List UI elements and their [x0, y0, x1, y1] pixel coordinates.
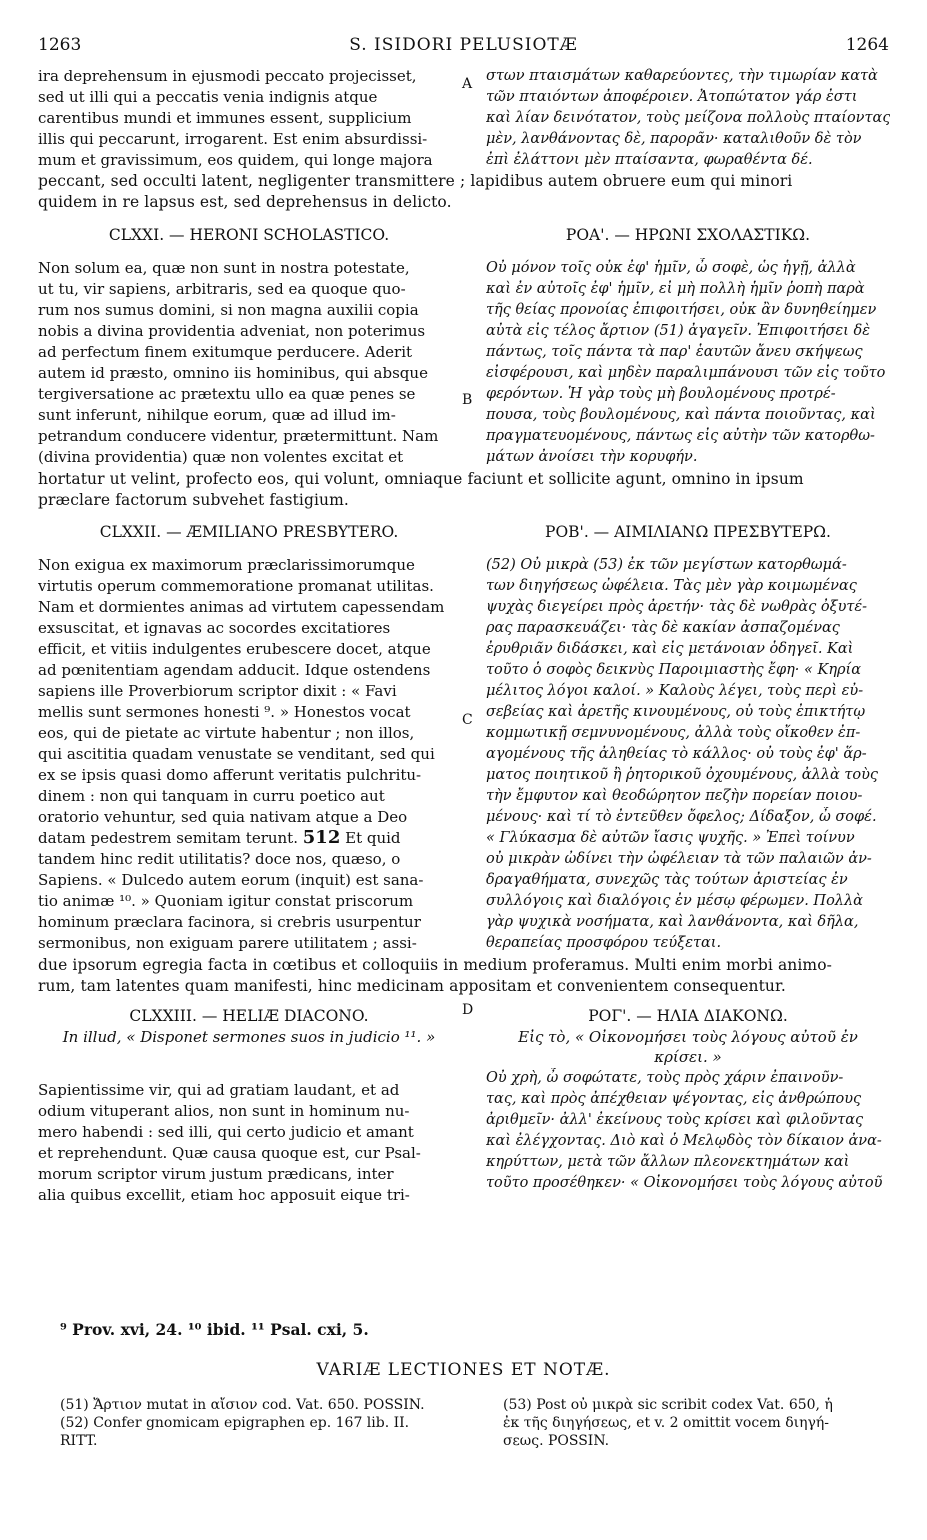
text-line: eos, qui de pietate ac virtute habentur ; non illos, — [38, 724, 415, 742]
text-line: Οὐ μόνον τοῖς οὐκ ἐφ' ἡμῖν, ὦ σοφὲ, ὡς ἡγῇ, ἀλλὰ — [486, 260, 856, 276]
margin-marker-c: C — [462, 712, 473, 728]
text-line: ad pœnitentiam agendam adducit. Idque ostendens — [38, 661, 431, 679]
text-line: ἐπὶ ἐλάττονι μὲν πταίσαντα, φωραθέντα δέ. — [486, 152, 813, 168]
letter-title-greek: ΡΟΒ'. — ΑΙΜΙΛΙΑΝΩ ΠΡΕΣΒΥΤΕΡΩ. — [545, 523, 831, 541]
letter-subtitle-greek: κρίσει. » — [654, 1048, 722, 1066]
text-line: tandem hinc redit utilitatis? doce nos, quæso, o — [38, 850, 401, 868]
note-line: RITT. — [60, 1433, 98, 1449]
letter-subtitle-latin: In illud, « Disponet sermones suos in judicio ¹¹. » — [62, 1028, 436, 1046]
text-line: petrandum conducere videntur, prætermittunt. Nam — [38, 427, 439, 445]
text-line: στων πταισμάτων καθαρεύοντες, τὴν τιμωρίαν κατὰ — [486, 68, 878, 84]
text-line: μὲν, λανθάνοντας δὲ, παρορᾶν· καταλιθοῦν δὲ τὸν — [486, 131, 862, 147]
text-line: μάτων ἀνοίσει τὴν κορυφήν. — [486, 449, 698, 465]
text-line: illis qui peccarunt, irrogarent. Est enim absurdissi- — [38, 130, 428, 148]
text-line: θεραπείας προσφόρου τεύξεται. — [486, 935, 722, 951]
text-fragment: datam pedestrem semitam terunt. — [38, 829, 298, 847]
text-line: αὐτὰ εἰς τέλος ἄρτιον (51) ἀγαγεῖν. Ἐπιφοιτήσει δὲ — [486, 323, 870, 339]
text-line: præclare factorum subvehet fastigium. — [38, 491, 349, 509]
text-line: αγομένους τῆς ἀληθείας τὸ κάλλος· οὐ τοὺς ἐφ' ἅρ- — [486, 746, 867, 762]
margin-marker-d: D — [462, 1002, 474, 1018]
text-line: τοῦτο προσέθηκεν· « Οἰκονομήσει τοὺς λόγους αὐτοῦ — [486, 1175, 883, 1191]
text-line: ut tu, vir sapiens, arbitraris, sed ea quoque quo- — [38, 280, 406, 298]
text-line: mum et gravissimum, eos quidem, qui longe majora — [38, 151, 433, 169]
text-line: ex se ipsis quasi domo afferunt veritatis pulchritu- — [38, 766, 422, 784]
note-line: (52) Confer gnomicam epigraphen ep. 167 lib. II. — [60, 1415, 410, 1431]
page-number-left: 1263 — [38, 35, 82, 55]
text-line: γὰρ ψυχικὰ νοσήματα, καὶ λανθάνοντα, καὶ δῆλα, — [486, 914, 859, 930]
text-line: ad perfectum finem exitumque perducere. Aderit — [38, 343, 413, 361]
text-line: rum nos sumus domini, si non magna auxilii copia — [38, 301, 419, 319]
text-line: efficit, et vitiis indulgentes erubescere docet, atque — [38, 640, 431, 658]
text-line: ira deprehensum in ejusmodi peccato projecisset, — [38, 67, 417, 85]
text-line: (52) Οὐ μικρὰ (53) ἐκ τῶν μεγίστων κατορθωμά- — [486, 557, 847, 573]
text-line: quidem in re lapsus est, sed deprehensus in delicto. — [38, 193, 452, 211]
text-line: sunt inferunt, nihilque eorum, quæ ad illud im- — [38, 406, 396, 424]
text-line: et reprehendunt. Quæ causa quoque est, cur Psal- — [38, 1144, 421, 1162]
text-line: sapiens ille Proverbiorum scriptor dixit : « Favi — [38, 682, 397, 700]
text-line: alia quibus excellit, etiam hoc apposuit eique tri- — [38, 1186, 410, 1204]
text-line: πουσα, τοὺς βουλομένους, καὶ πάντα ποιοῦντας, καὶ — [486, 407, 876, 423]
text-line: qui ascititia quadam venustate se venditant, sed qui — [38, 745, 435, 763]
text-line: τας, καὶ πρὸς ἀπέχθειαν ψέγοντας, εἰς ἀνθρώπους — [486, 1091, 862, 1107]
text-line: Non solum ea, quæ non sunt in nostra potestate, — [38, 259, 410, 277]
text-line: σεβείας καὶ ἀρετῆς κινουμένους, οὐ τοὺς ἐπικτήτῳ — [486, 704, 866, 720]
text-line: εἰσφέρουσι, καὶ μηδὲν παραλιμπάνουσι τῶν εἰς τοῦτο — [486, 365, 886, 381]
text-line: « Γλύκασμα δὲ αὐτῶν ἴασις ψυχῆς. » Ἐπεὶ τοίνυν — [486, 830, 855, 846]
note-line: σεως. POSSIN. — [503, 1433, 610, 1449]
letter-title-latin: CLXXI. — HERONI SCHOLASTICO. — [108, 226, 390, 244]
text-line: hortatur ut velint, profecto eos, qui volunt, omniaque faciunt et sollicite agunt, omnino in ipsum — [38, 470, 804, 488]
text-line: exsuscitat, et ignavas ac socordes excitatiores — [38, 619, 391, 637]
letter-title-latin: CLXXII. — ÆMILIANO PRESBYTERO. — [99, 523, 399, 541]
text-line: κηρύττων, μετὰ τῶν ἄλλων πλεονεκτημάτων καὶ — [486, 1154, 850, 1170]
text-line: ψυχὰς διεγείρει πρὸς ἀρετήν· τὰς δὲ νωθρὰς ὀξυτέ- — [486, 599, 868, 615]
notes-title: VARIÆ LECTIONES ET NOTÆ. — [316, 1360, 611, 1380]
text-line: sermonibus, non exiguam parere utilitatem ; assi- — [38, 934, 417, 952]
column-number: 512 — [302, 828, 341, 848]
text-line: rum, tam latentes quam manifesti, hinc medicinam appositam et convenientem consequentur. — [38, 977, 786, 995]
text-line: virtutis operum commemoratione promanat utilitas. — [38, 577, 434, 595]
text-line: morum scriptor virum justum prædicans, inter — [38, 1165, 394, 1183]
text-line: (divina providentia) quæ non volentes excitat et — [38, 448, 404, 466]
margin-marker-a: A — [462, 76, 473, 92]
text-line: καὶ ἐν αὐτοῖς ἐφ' ἡμῖν, εἰ μὴ πολλὴ ἡμῖν ῥοπὴ παρὰ — [486, 281, 865, 297]
text-fragment: Et quid — [345, 829, 401, 847]
note-line: (51) Ἄρτιον mutat in αἴσιον cod. Vat. 650. POSSIN. — [60, 1397, 425, 1413]
text-line: τοῦτο ὁ σοφὸς δεικνὺς Παροιμιαστὴς ἔφη· « Κηρία — [486, 662, 862, 678]
note-line: ἐκ τῆς διηγήσεως, et v. 2 omittit vocem διηγή- — [503, 1415, 829, 1431]
text-line: καὶ λίαν δεινότατον, τοὺς μείζονα πολλοὺς πταίοντας — [486, 110, 890, 126]
text-line: ματος ποιητικοῦ ἢ ῥητορικοῦ ὀχουμένους, ἀλλὰ τοὺς — [486, 767, 879, 783]
text-line: πάντως, τοῖς πάντα τὰ παρ' ἑαυτῶν ἄνευ σκήψεως — [486, 344, 863, 360]
text-line: odium vituperant alios, non sunt in hominum nu- — [38, 1102, 410, 1120]
text-line: sed ut illi qui a peccatis venia indignis atque — [38, 88, 378, 106]
text-line: ρας παρασκευάζει· τὰς δὲ κακίαν ἀσπαζομένας — [486, 620, 840, 636]
notes-right — [503, 1396, 893, 1450]
text-line: Sapientissime vir, qui ad gratiam laudant, et ad — [38, 1081, 400, 1099]
text-line: κομμωτικῇ σεμνυνομένους, ἀλλὰ τοὺς οἴκοθεν ἐπ- — [486, 725, 861, 741]
text-line: oratorio vehuntur, sed quia nativam atque a Deo — [38, 808, 408, 826]
text-line: πραγματευομένους, πάντως εἰς αὐτὴν τῶν κατορθω- — [486, 428, 875, 444]
footnotes: ⁹ Prov. xvi, 24. ¹⁰ ibid. ¹¹ Psal. cxi, 5. — [60, 1320, 369, 1339]
text-line: μέλιτος λόγοι καλοί. » Καλοὺς λέγει, τοὺς περὶ εὐ- — [486, 683, 864, 699]
page-number-right: 1264 — [845, 35, 889, 55]
text-line: autem id præsto, omnino iis hominibus, qui absque — [38, 364, 428, 382]
text-line: due ipsorum egregia facta in cœtibus et colloquiis in medium proferamus. Multi enim morbi animo- — [38, 956, 832, 974]
text-line: dinem : non qui tanquam in curru poetico aut — [38, 787, 385, 805]
margin-marker-b: B — [462, 392, 473, 408]
text-line: τῶν πταιόντων ἀποφέροιεν. Ἀτοπώτατον γάρ ἐστι — [486, 89, 858, 105]
text-line: συλλόγοις καὶ διαλόγοις ἐν μέσῳ φέρωμεν. Πολλὰ — [486, 893, 863, 909]
text-line: τὴν ἔμφυτον καὶ θεοδώρητον πεζὴν πορείαν ποιου- — [486, 788, 863, 804]
text-line: Nam et dormientes animas ad virtutem capessendam — [38, 598, 445, 616]
text-line: τῆς θείας προνοίας ἐπιφοιτήσει, οὐκ ἂν δυνηθείημεν — [486, 302, 877, 318]
text-line: δραγαθήματα, συνεχῶς τὰς τούτων ἀριστείας ἐν — [486, 872, 848, 888]
text-line: Non exigua ex maximorum præclarissimorumque — [38, 556, 415, 574]
text-line: nobis a divina providentia adveniat, non poterimus — [38, 322, 426, 340]
text-line: tio animæ ¹⁰. » Quoniam igitur constat priscorum — [38, 892, 414, 910]
text-line — [38, 828, 460, 848]
letter-title-greek: ΡΟΓ'. — ΗΛΙΑ ΔΙΑΚΟΝΩ. — [588, 1007, 788, 1025]
letter-title-greek: ΡΟΑ'. — ΗΡΩΝΙ ΣΧΟΛΑΣΤΙΚΩ. — [565, 226, 811, 244]
text-line: peccant, sed occulti latent, negligenter transmittere ; lapidibus autem obruere eum qui minori — [38, 172, 793, 190]
text-line: mero habendi : sed illi, qui certo judicio et amant — [38, 1123, 414, 1141]
text-line: Sapiens. « Dulcedo autem eorum (inquit) est sana- — [38, 871, 424, 889]
text-line: Οὐ χρὴ, ὦ σοφώτατε, τοὺς πρὸς χάριν ἐπαινοῦν- — [486, 1070, 844, 1086]
text-line: ἐρυθριᾶν διδάσκει, καὶ εἰς μετάνοιαν ὁδηγεῖ. Καὶ — [486, 641, 854, 657]
note-line: (53) Post οὐ μικρὰ sic scribit codex Vat. 650, ἡ — [503, 1397, 833, 1413]
text-line: φερόντων. Ἡ γὰρ τοὺς μὴ βουλομένους προτρέ- — [486, 386, 836, 402]
text-line: οὐ μικρὰν ὠδίνει τὴν ὠφέλειαν τὰ τῶν παλαιῶν ἀν- — [486, 851, 872, 867]
text-line: μένους· καὶ τί τὸ ἐντεῦθεν ὄφελος; Δίδαξον, ὦ σοφέ. — [486, 809, 877, 825]
text-line: καὶ ἐλέγχοντας. Διὸ καὶ ὁ Μελῳδὸς τὸν δίκαιον ἀνα- — [486, 1133, 882, 1149]
text-line: mellis sunt sermones honesti ⁹. » Honestos vocat — [38, 703, 411, 721]
text-line: tergiversatione ac prætextu ullo ea quæ penes se — [38, 385, 416, 403]
notes-left — [60, 1396, 480, 1450]
text-line: των διηγήσεως ὠφέλεια. Τὰς μὲν γὰρ κοιμωμένας — [486, 578, 857, 594]
letter-subtitle-greek: Εἰς τὸ, « Οἰκονομήσει τοὺς λόγους αὐτοῦ ἐν — [518, 1028, 858, 1046]
text-line: carentibus mundi et immunes essent, supplicium — [38, 109, 412, 127]
letter-title-latin: CLXXIII. — HELIÆ DIACONO. — [129, 1007, 369, 1025]
running-title: S. ISIDORI PELUSIOTÆ — [349, 35, 578, 55]
text-line: ἀριθμεῖν· ἀλλ' ἐκείνους τοὺς κρίσει καὶ φιλοῦντας — [486, 1112, 864, 1128]
text-line: hominum præclara facinora, si crebris usurpentur — [38, 913, 421, 931]
